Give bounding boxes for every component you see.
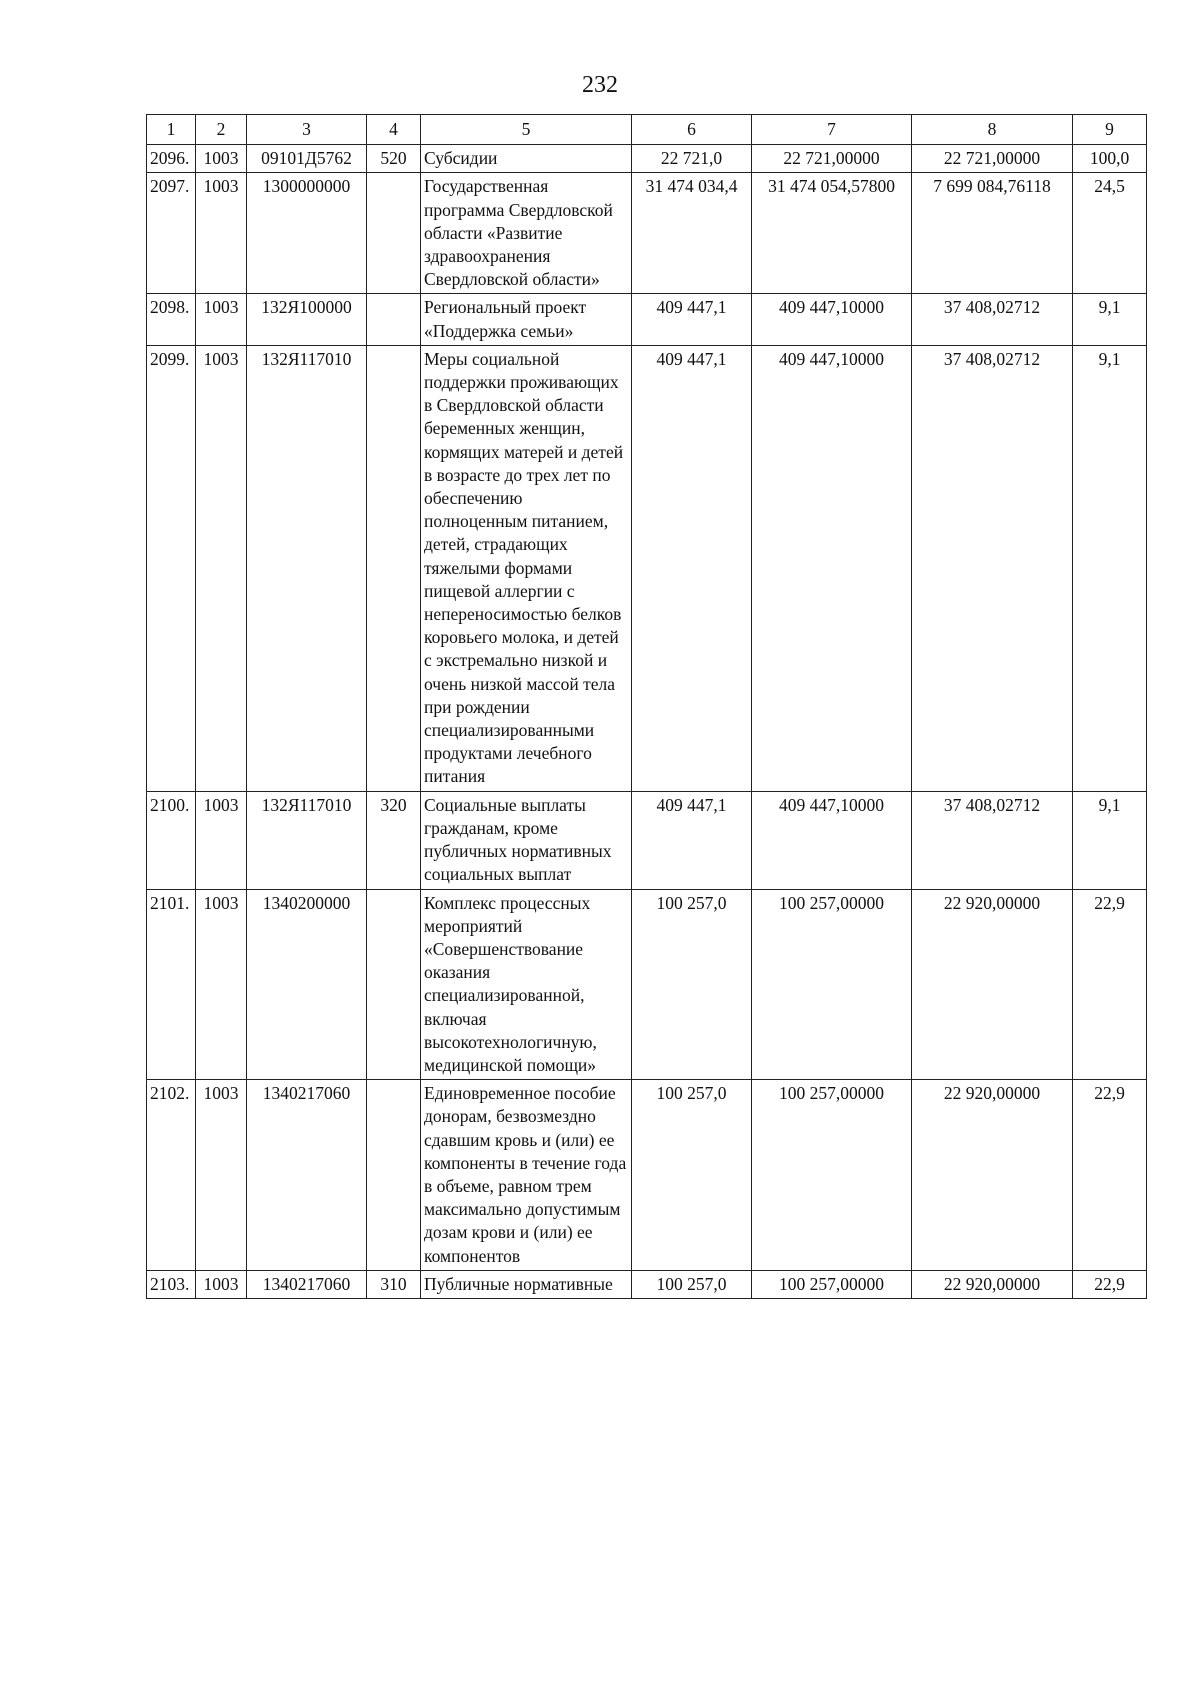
row-number-cell: 2101. [147,889,196,1080]
item-name-cell: Единовременное пособие донорам, безвозмездно сдавшим кровь и (или) ее компоненты в течение года в объеме, равном трем максимально допустимым дозам крови и (или) ее компонентов [421,1080,632,1271]
section-code-cell: 1003 [196,345,247,791]
approved-amount-cell: 31 474 054,57800 [752,173,912,294]
percent-cell: 9,1 [1073,294,1147,345]
approved-amount-cell: 409 447,10000 [752,345,912,791]
percent-cell: 22,9 [1073,1080,1147,1271]
plan-amount-cell: 100 257,0 [632,889,752,1080]
item-name-cell: Меры социальной поддержки проживающих в Свердловской области беременных женщин, кормящих матерей и детей в возрасте до трех лет по обеспечению полноценным питанием, детей, страдающих тяжелыми формами пищевой аллергии с непереносимостью белков коровьего молока, и детей с экстремально низкой и очень низкой массой тела при рождении специализированными продуктами лечебного питания [421,345,632,791]
approved-amount-cell: 409 447,10000 [752,294,912,345]
section-code-cell: 1003 [196,889,247,1080]
table-row [147,345,1147,791]
section-code-cell: 1003 [196,791,247,889]
table-row [147,1080,1147,1271]
item-name-cell: Региональный проект «Поддержка семьи» [421,294,632,345]
approved-amount-cell: 409 447,10000 [752,791,912,889]
expense-type-cell: 520 [367,145,421,173]
executed-amount-cell: 37 408,02712 [912,294,1073,345]
column-header: 8 [912,115,1073,145]
plan-amount-cell: 409 447,1 [632,294,752,345]
target-code-cell: 132Я117010 [247,345,367,791]
executed-amount-cell: 22 920,00000 [912,1270,1073,1298]
table-row [147,889,1147,1080]
section-code-cell: 1003 [196,145,247,173]
percent-cell: 9,1 [1073,791,1147,889]
executed-amount-cell: 22 721,00000 [912,145,1073,173]
target-code-cell: 1340217060 [247,1270,367,1298]
item-name-cell: Социальные выплаты гражданам, кроме публичных нормативных социальных выплат [421,791,632,889]
column-header: 5 [421,115,632,145]
row-number-cell: 2097. [147,173,196,294]
percent-cell: 22,9 [1073,1270,1147,1298]
target-code-cell: 132Я117010 [247,791,367,889]
row-number-cell: 2099. [147,345,196,791]
expense-type-cell [367,345,421,791]
expense-type-cell: 310 [367,1270,421,1298]
column-header: 1 [147,115,196,145]
budget-table [146,114,1147,1299]
page-number: 232 [582,72,618,98]
column-header: 3 [247,115,367,145]
expense-type-cell [367,173,421,294]
table-row [147,1270,1147,1298]
item-name-cell: Публичные нормативные [421,1270,632,1298]
target-code-cell: 09101Д5762 [247,145,367,173]
approved-amount-cell: 22 721,00000 [752,145,912,173]
section-code-cell: 1003 [196,1270,247,1298]
row-number-cell: 2098. [147,294,196,345]
percent-cell: 24,5 [1073,173,1147,294]
column-header: 7 [752,115,912,145]
row-number-cell: 2100. [147,791,196,889]
executed-amount-cell: 37 408,02712 [912,791,1073,889]
plan-amount-cell: 409 447,1 [632,345,752,791]
plan-amount-cell: 31 474 034,4 [632,173,752,294]
approved-amount-cell: 100 257,00000 [752,1080,912,1271]
approved-amount-cell: 100 257,00000 [752,889,912,1080]
percent-cell: 9,1 [1073,345,1147,791]
row-number-cell: 2103. [147,1270,196,1298]
executed-amount-cell: 37 408,02712 [912,345,1073,791]
plan-amount-cell: 100 257,0 [632,1080,752,1271]
section-code-cell: 1003 [196,173,247,294]
column-header: 4 [367,115,421,145]
column-header: 2 [196,115,247,145]
item-name-cell: Государственная программа Свердловской области «Развитие здравоохранения Свердловской области» [421,173,632,294]
column-header: 6 [632,115,752,145]
row-number-cell: 2102. [147,1080,196,1271]
plan-amount-cell: 100 257,0 [632,1270,752,1298]
percent-cell: 100,0 [1073,145,1147,173]
executed-amount-cell: 7 699 084,76118 [912,173,1073,294]
expense-type-cell [367,294,421,345]
section-code-cell: 1003 [196,1080,247,1271]
target-code-cell: 1340217060 [247,1080,367,1271]
target-code-cell: 1300000000 [247,173,367,294]
section-code-cell: 1003 [196,294,247,345]
executed-amount-cell: 22 920,00000 [912,1080,1073,1271]
expense-type-cell [367,1080,421,1271]
header-row [147,115,1147,145]
table-row [147,791,1147,889]
expense-type-cell [367,889,421,1080]
item-name-cell: Субсидии [421,145,632,173]
table-row [147,145,1147,173]
target-code-cell: 132Я100000 [247,294,367,345]
approved-amount-cell: 100 257,00000 [752,1270,912,1298]
plan-amount-cell: 409 447,1 [632,791,752,889]
executed-amount-cell: 22 920,00000 [912,889,1073,1080]
row-number-cell: 2096. [147,145,196,173]
target-code-cell: 1340200000 [247,889,367,1080]
item-name-cell: Комплекс процессных мероприятий «Совершенствование оказания специализированной, включая высокотехнологичную, медицинской помощи» [421,889,632,1080]
table-row [147,173,1147,294]
table-row [147,294,1147,345]
plan-amount-cell: 22 721,0 [632,145,752,173]
expense-type-cell: 320 [367,791,421,889]
column-header: 9 [1073,115,1147,145]
percent-cell: 22,9 [1073,889,1147,1080]
